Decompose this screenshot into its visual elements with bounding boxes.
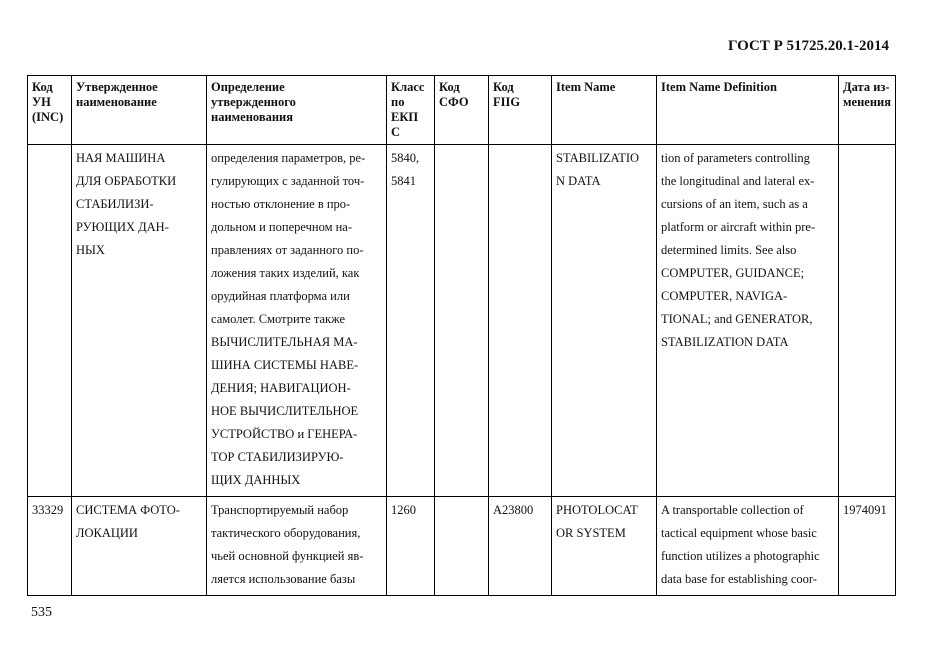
- cell-text-line: N DATA: [556, 174, 601, 188]
- header-item-name: [552, 76, 657, 145]
- header-text-line: Утвержденное: [76, 80, 158, 94]
- header-class: [387, 76, 435, 145]
- cell-sfo: [435, 145, 489, 497]
- cell-text-line: function utilizes a photographic: [661, 549, 820, 563]
- cell-text-line: cursions of an item, such as a: [661, 197, 808, 211]
- cell-text-line: 1974091: [843, 503, 887, 517]
- header-text-line: (INC): [32, 110, 64, 124]
- cell-text-line: НАЯ МАШИНА: [76, 151, 166, 165]
- cell-text-line: TIONAL; and GENERATOR,: [661, 312, 813, 326]
- cell-item-name: [552, 497, 657, 596]
- cell-item-def: [657, 145, 839, 497]
- cell-text-line: platform or aircraft within pre-: [661, 220, 816, 234]
- cell-fiig: [489, 497, 552, 596]
- cell-text-line: ностью отклонение в про-: [211, 197, 351, 211]
- header-text-line: наименование: [76, 95, 157, 109]
- cell-text-line: tion of parameters controlling: [661, 151, 810, 165]
- cell-inc: [28, 497, 72, 596]
- header-text-line: Item Name: [556, 80, 616, 94]
- header-text-line: С: [391, 125, 401, 139]
- cell-text-line: СИСТЕМА ФОТО-: [76, 503, 180, 517]
- cell-text-line: COMPUTER, GUIDANCE;: [661, 266, 805, 280]
- cell-text-line: орудийная платформа или: [211, 289, 350, 303]
- header-text-line: Класс: [391, 80, 425, 94]
- cell-date: [839, 497, 896, 596]
- header-text-line: Код: [493, 80, 514, 94]
- header-date: [839, 76, 896, 145]
- cell-text-line: ДЕНИЯ; НАВИГАЦИОН-: [211, 381, 351, 395]
- cell-text-line: ТОР СТАБИЛИЗИРУЮ-: [211, 450, 344, 464]
- cell-text-line: ШИНА СИСТЕМЫ НАВЕ-: [211, 358, 359, 372]
- cell-text-line: определения параметров, ре-: [211, 151, 366, 165]
- header-text-line: Item Name Definition: [661, 80, 777, 94]
- table-row: [28, 497, 896, 596]
- cell-text-line: STABILIZATION DATA: [661, 335, 789, 349]
- cell-text-line: determined limits. See also: [661, 243, 797, 257]
- cell-text-line: PHOTOLOCAT: [556, 503, 638, 517]
- cell-text-line: COMPUTER, NAVIGA-: [661, 289, 788, 303]
- cell-sfo: [435, 497, 489, 596]
- cell-text-line: тактического оборудования,: [211, 526, 361, 540]
- cell-text-line: the longitudinal and lateral ex-: [661, 174, 815, 188]
- cell-definition: [207, 497, 387, 596]
- cell-text-line: гулирующих с заданной точ-: [211, 174, 365, 188]
- document-code: ГОСТ Р 51725.20.1-2014: [727, 38, 889, 54]
- cell-text-line: РУЮЩИХ ДАН-: [76, 220, 169, 234]
- table-header-row: [28, 76, 896, 145]
- cell-text-line: правлениях от заданного по-: [211, 243, 364, 257]
- header-text-line: Определение: [211, 80, 285, 94]
- header-fiig: [489, 76, 552, 145]
- header-text-line: наименования: [211, 110, 294, 124]
- header-text-line: Код: [439, 80, 460, 94]
- cell-text-line: 33329: [32, 503, 64, 517]
- header-approved-name: [72, 76, 207, 145]
- items-table: [27, 75, 896, 596]
- header-text-line: СФО: [439, 95, 469, 109]
- cell-item-name: [552, 145, 657, 497]
- header-text-line: утвержденного: [211, 95, 296, 109]
- cell-text-line: ляется использование базы: [211, 572, 356, 586]
- cell-item-def: [657, 497, 839, 596]
- cell-text-line: НОЕ ВЫЧИСЛИТЕЛЬНОЕ: [211, 404, 359, 418]
- header-text-line: по: [391, 95, 405, 109]
- header-text-line: FIIG: [493, 95, 521, 109]
- cell-class: [387, 145, 435, 497]
- header-item-def: [657, 76, 839, 145]
- cell-text-line: A transportable collection of: [661, 503, 804, 517]
- cell-text-line: OR SYSTEM: [556, 526, 626, 540]
- cell-text-line: УСТРОЙСТВО и ГЕНЕРА-: [211, 427, 358, 441]
- header-text-line: Дата из-: [843, 80, 890, 94]
- cell-text-line: дольном и поперечном на-: [211, 220, 353, 234]
- header-text-line: УН: [32, 95, 51, 109]
- cell-text-line: tactical equipment whose basic: [661, 526, 817, 540]
- cell-date: [839, 145, 896, 497]
- cell-text-line: ЩИХ ДАННЫХ: [211, 473, 301, 487]
- cell-text-line: самолет. Смотрите также: [211, 312, 346, 326]
- cell-text-line: 5840,: [391, 151, 420, 165]
- cell-text-line: ложения таких изделий, как: [211, 266, 360, 280]
- cell-text-line: Транспортируемый набор: [211, 503, 349, 517]
- header-text-line: менения: [843, 95, 891, 109]
- cell-text-line: A23800: [493, 503, 534, 517]
- header-text-line: ЕКП: [391, 110, 419, 124]
- header-sfo: [435, 76, 489, 145]
- cell-name: [72, 497, 207, 596]
- cell-name: [72, 145, 207, 497]
- header-definition: [207, 76, 387, 145]
- cell-text-line: STABILIZATIO: [556, 151, 640, 165]
- cell-class: [387, 497, 435, 596]
- page-number: 535: [31, 605, 52, 620]
- cell-text-line: ЛОКАЦИИ: [76, 526, 138, 540]
- cell-text-line: чьей основной функцией яв-: [211, 549, 364, 563]
- header-inc: [28, 76, 72, 145]
- cell-fiig: [489, 145, 552, 497]
- cell-text-line: ДЛЯ ОБРАБОТКИ: [76, 174, 177, 188]
- cell-text-line: ВЫЧИСЛИТЕЛЬНАЯ МА-: [211, 335, 358, 349]
- table-row: [28, 145, 896, 497]
- cell-definition: [207, 145, 387, 497]
- cell-text-line: 1260: [391, 503, 416, 517]
- cell-inc: [28, 145, 72, 497]
- cell-text-line: 5841: [391, 174, 416, 188]
- header-text-line: Код: [32, 80, 53, 94]
- cell-text-line: НЫХ: [76, 243, 105, 257]
- cell-text-line: СТАБИЛИЗИ-: [76, 197, 154, 211]
- cell-text-line: data base for establishing coor-: [661, 572, 817, 586]
